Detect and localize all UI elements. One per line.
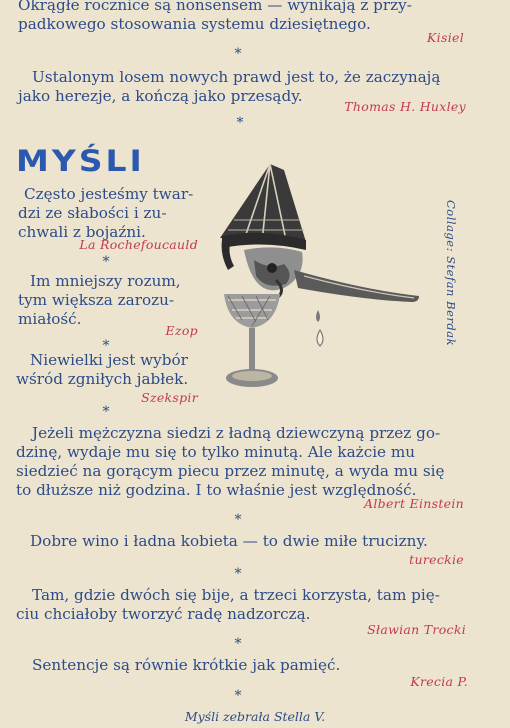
collage-credit: Collage: Stefan Berdak xyxy=(444,200,458,347)
quote-author: Ezop xyxy=(165,323,198,338)
quote-7 xyxy=(16,586,468,624)
separator-star: * xyxy=(234,512,242,528)
quote-line: Często jesteśmy twar- xyxy=(24,185,194,203)
quote-5 xyxy=(16,424,468,500)
quote-line: siedzieć na gorącym piecu przez minutę, a wyda mu się xyxy=(16,462,445,480)
quote-line: Ustalonym losem nowych prawd jest to, że zaczynają xyxy=(32,68,441,86)
quote-author: Szekspir xyxy=(141,390,198,405)
separator-star: * xyxy=(234,46,242,62)
quote-line: dzi ze słabości i zu- xyxy=(18,204,167,222)
separator-star: * xyxy=(234,566,242,582)
quote-line: Okrągłe rocznice są nonsensem — wynikają z przy- xyxy=(18,0,412,14)
quote-3 xyxy=(18,272,198,329)
collage-illustration xyxy=(214,160,434,395)
separator-star: * xyxy=(234,636,242,652)
quote-line: wśród zgniłych jabłek. xyxy=(16,370,189,388)
quote-line: jako herezje, a kończą jako przesądy. xyxy=(18,87,303,105)
quote-author: La Rochefoucauld xyxy=(79,237,198,252)
quote-author: Krecia P. xyxy=(410,674,468,689)
quote-line: Tam, gdzie dwóch się bije, a trzeci korzysta, tam pię- xyxy=(32,586,440,604)
separator-star: * xyxy=(102,404,110,420)
quote-line: chwali z bojaźni. xyxy=(18,223,146,241)
quote-4 xyxy=(16,351,201,389)
quote-line: miałość. xyxy=(18,310,82,328)
quote-line: Sentencje są równie krótkie jak pamięć. xyxy=(32,656,341,674)
quote-author: Albert Einstein xyxy=(364,496,464,511)
page-footer: Myśli zebrała Stella V. xyxy=(184,709,326,724)
quote-line: ciu chciałoby tworzyć radę nadzorczą. xyxy=(16,605,311,623)
separator-star: * xyxy=(102,338,110,354)
separator-star: * xyxy=(234,688,242,704)
quote-8 xyxy=(32,656,472,675)
quote-line: tym większa zarozu- xyxy=(18,291,175,309)
quote-line: Dobre wino i ładna kobieta — to dwie miłe trucizny. xyxy=(30,532,428,550)
quote-6 xyxy=(30,532,480,551)
quote-line: Jeżeli mężczyzna siedzi z ładną dziewczyną przez go- xyxy=(32,424,441,442)
quote-author: Sławian Trocki xyxy=(367,622,466,637)
quote-author: tureckie xyxy=(409,552,464,567)
quote-author: Kisiel xyxy=(427,30,464,45)
quote-0 xyxy=(18,0,478,34)
quote-2 xyxy=(18,185,198,242)
quote-line: Niewielki jest wybór xyxy=(30,351,188,369)
separator-star: * xyxy=(102,254,110,270)
quote-line: to dłuższe niż godzina. I to właśnie jest względność. xyxy=(16,481,417,499)
quote-line: dzinę, wydaje mu się to tylko minutą. Ale każcie mu xyxy=(16,443,416,461)
quote-line: Im mniejszy rozum, xyxy=(30,272,181,290)
page-title: MYŚLI xyxy=(16,143,145,179)
quote-line: padkowego stosowania systemu dziesiętnego. xyxy=(18,15,371,33)
separator-star: * xyxy=(236,115,244,131)
quote-author: Thomas H. Huxley xyxy=(344,99,466,114)
